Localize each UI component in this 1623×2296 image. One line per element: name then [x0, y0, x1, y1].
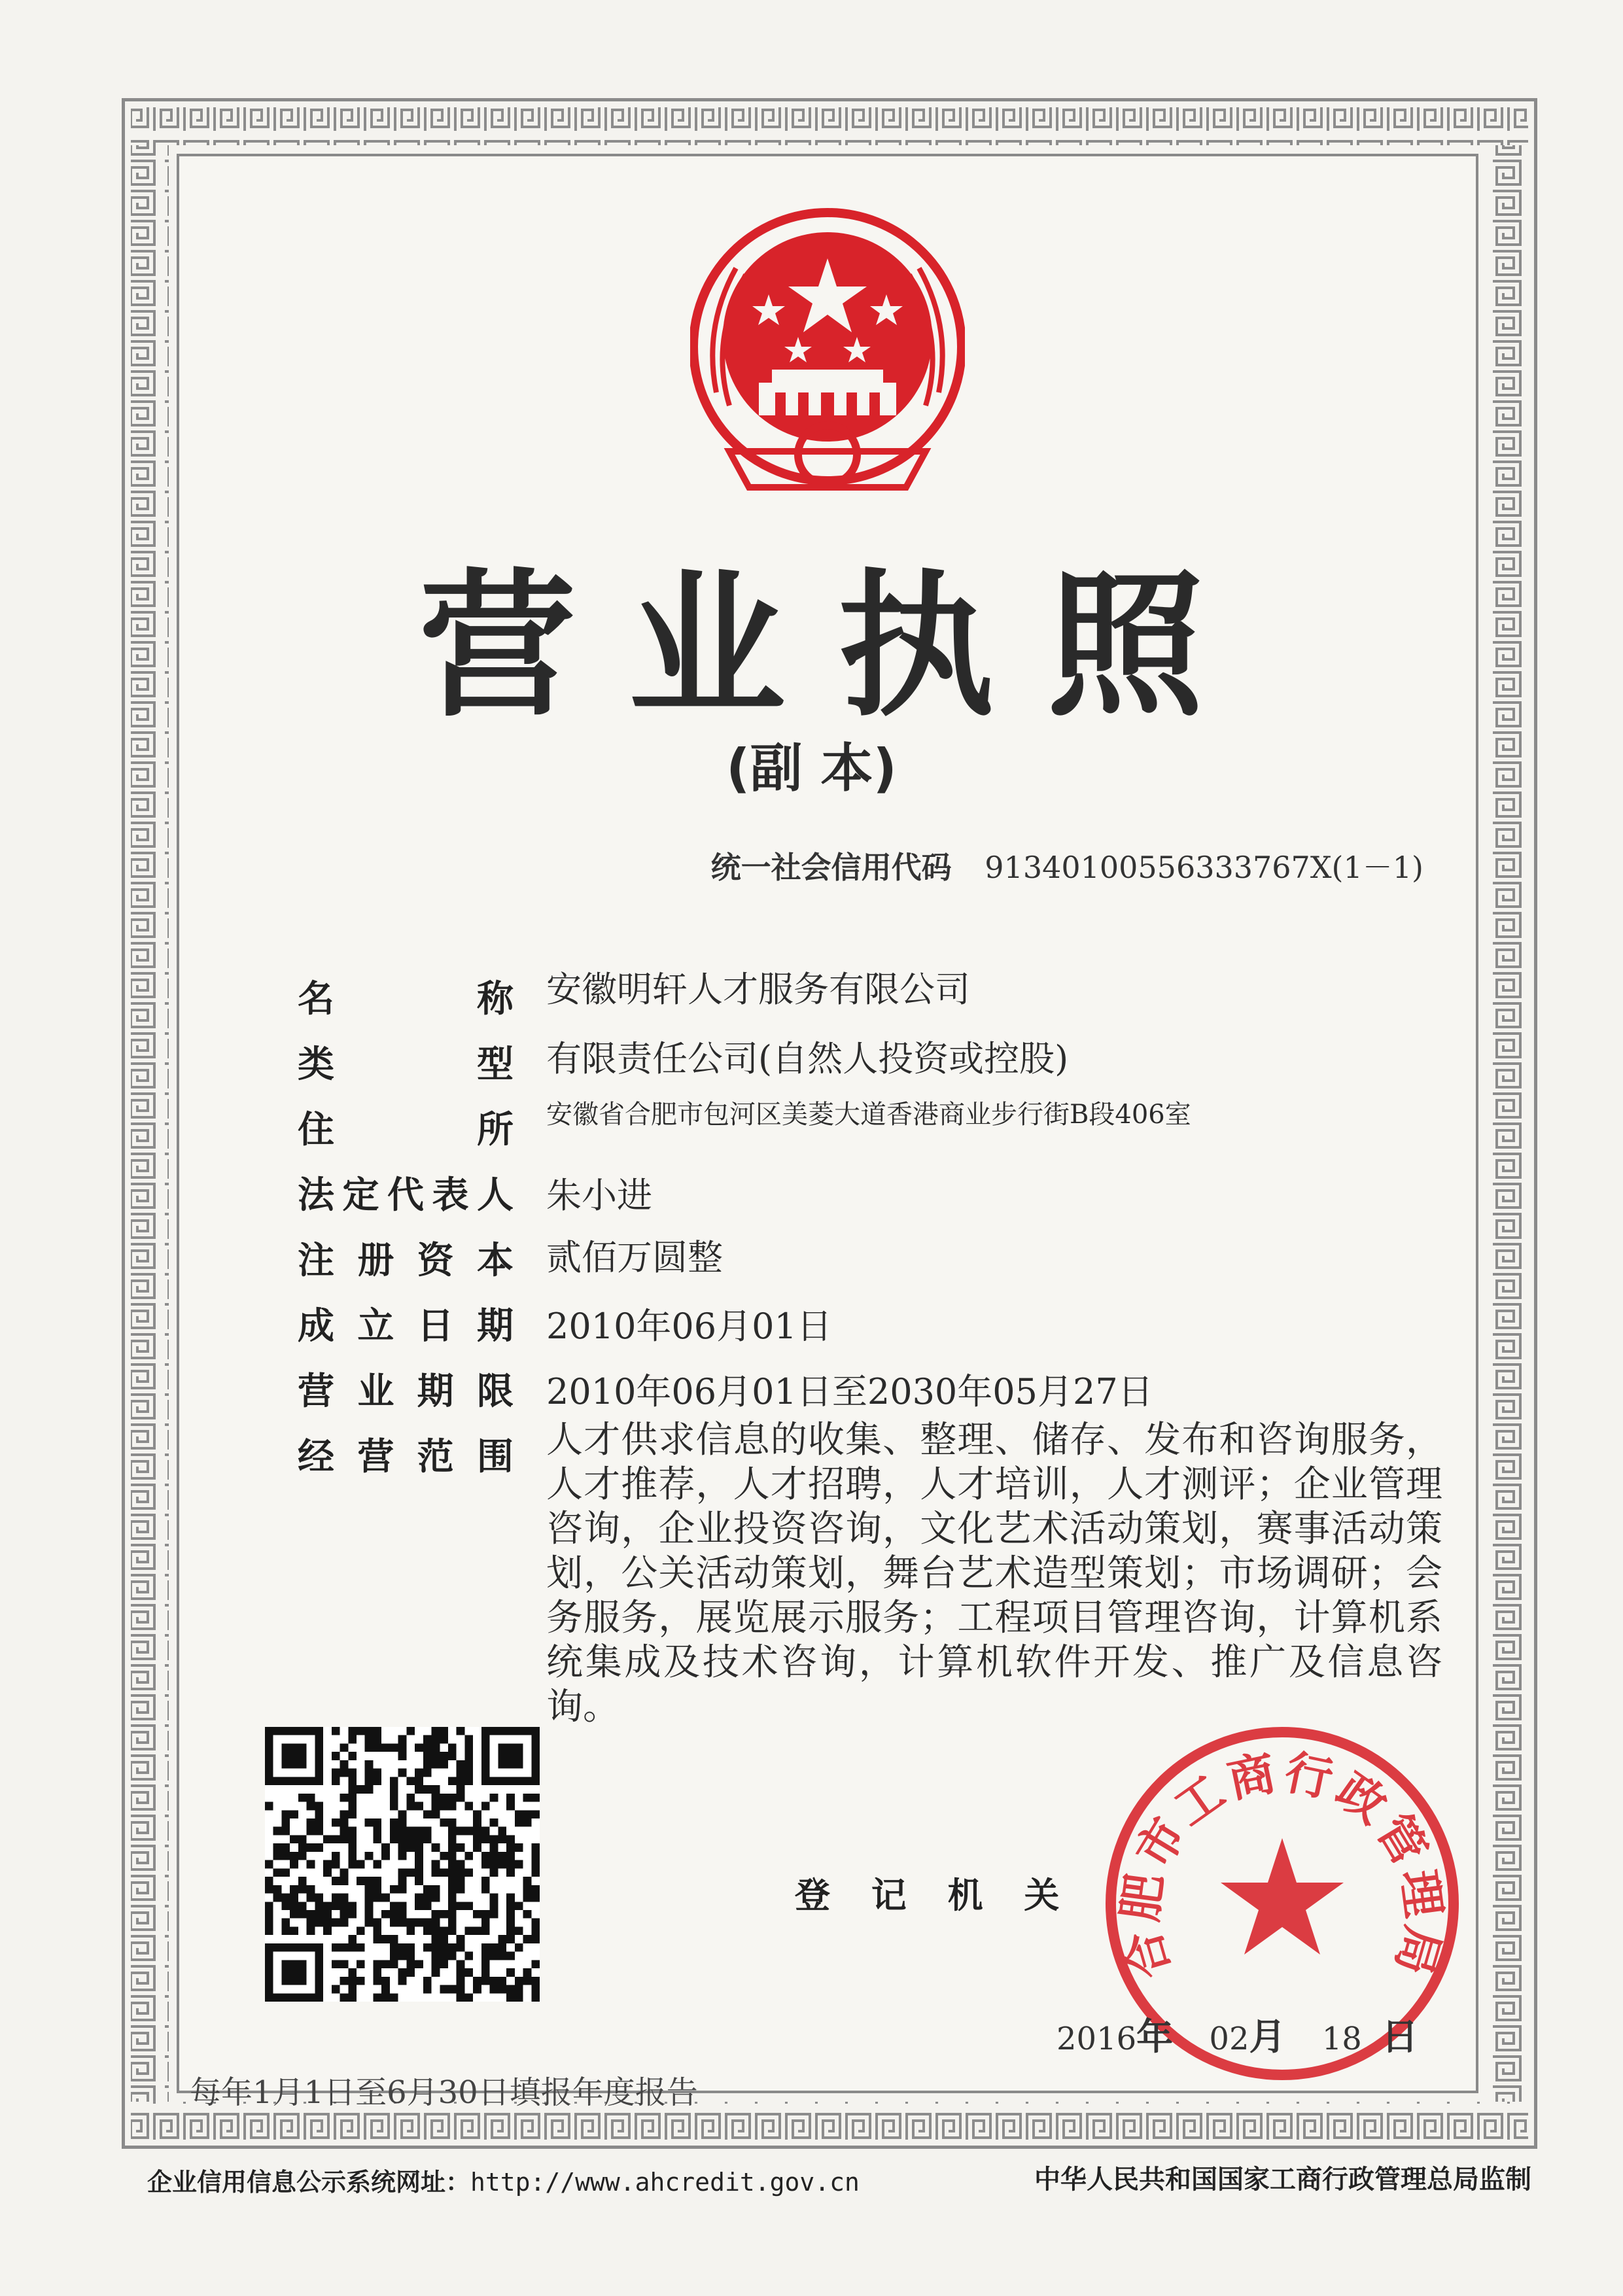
field-value-term: 2010年06月01日至2030年05月27日 [546, 1371, 1153, 1412]
field-label-legal-rep: 法 定 代 表 人 [298, 1174, 514, 1217]
qr-code[interactable] [265, 1727, 540, 2002]
field-label-founded: 成 立 日 期 [298, 1305, 514, 1348]
field-value-capital: 贰佰万圆整 [546, 1237, 723, 1278]
field-label-scope: 经 营 范 围 [298, 1436, 514, 1478]
field-value-legal-rep: 朱小进 [546, 1175, 652, 1216]
issue-month-unit: 月 [1249, 2016, 1286, 2059]
field-label-name: 名 称 [298, 978, 514, 1020]
footer-supervisor: 中华人民共和国国家工商行政管理总局监制 [1034, 2165, 1531, 2195]
field-value-name: 安徽明轩人才服务有限公司 [546, 969, 970, 1010]
document-subtitle: (副 本) [726, 738, 897, 799]
credit-code-label: 统一社会信用代码 [710, 850, 952, 885]
issue-day: 18 [1321, 2021, 1362, 2057]
issue-year: 2016 [1056, 2021, 1137, 2057]
annual-report-notice: 每年1月1日至6月30日填报年度报告 [190, 2074, 698, 2111]
issue-day-unit: 日 [1381, 2016, 1418, 2059]
field-label-term: 营 业 期 限 [298, 1370, 514, 1413]
national-emblem-icon [690, 196, 965, 504]
field-label-type: 类 型 [298, 1043, 514, 1086]
field-value-type: 有限责任公司(自然人投资或控股) [546, 1038, 1069, 1079]
field-label-capital: 注 册 资 本 [298, 1240, 514, 1282]
registration-authority-label: 登 记 机 关 [795, 1875, 1074, 1916]
credit-code-row [711, 844, 1423, 887]
seal-text: 合肥市工商行政管理局 [1112, 1744, 1452, 1985]
website-label: 企业信用信息公示系统网址： [147, 2168, 471, 2197]
field-value-founded: 2010年06月01日 [546, 1306, 832, 1347]
footer-website [147, 2162, 860, 2198]
field-value-address: 安徽省合肥市包河区美菱大道香港商业步行街B段406室 [546, 1100, 1191, 1130]
issue-month: 02 [1209, 2021, 1249, 2057]
field-value-scope: 人才供求信息的收集、整理、储存、发布和咨询服务，人才推荐，人才招聘，人才培训，人才测评；企业管理咨询，企业投资咨询，文化艺术活动策划，赛事活动策划，公关活动策划，舞台艺术造型策划；市场调研；会务服务，展览展示服务；工程项目管理咨询，计算机系统集成及技术咨询，计算机软件开发、推广及信息咨询。 [546, 1419, 1442, 1728]
credit-code-value: 91340100556333767X(1－1) [985, 850, 1423, 885]
field-label-address: 住 所 [298, 1109, 514, 1151]
document-title: 营业执照 [419, 555, 1257, 738]
issue-year-unit: 年 [1136, 2016, 1174, 2059]
issue-date [1056, 2008, 1418, 2061]
website-link[interactable]: http://www.ahcredit.gov.cn [470, 2168, 860, 2197]
